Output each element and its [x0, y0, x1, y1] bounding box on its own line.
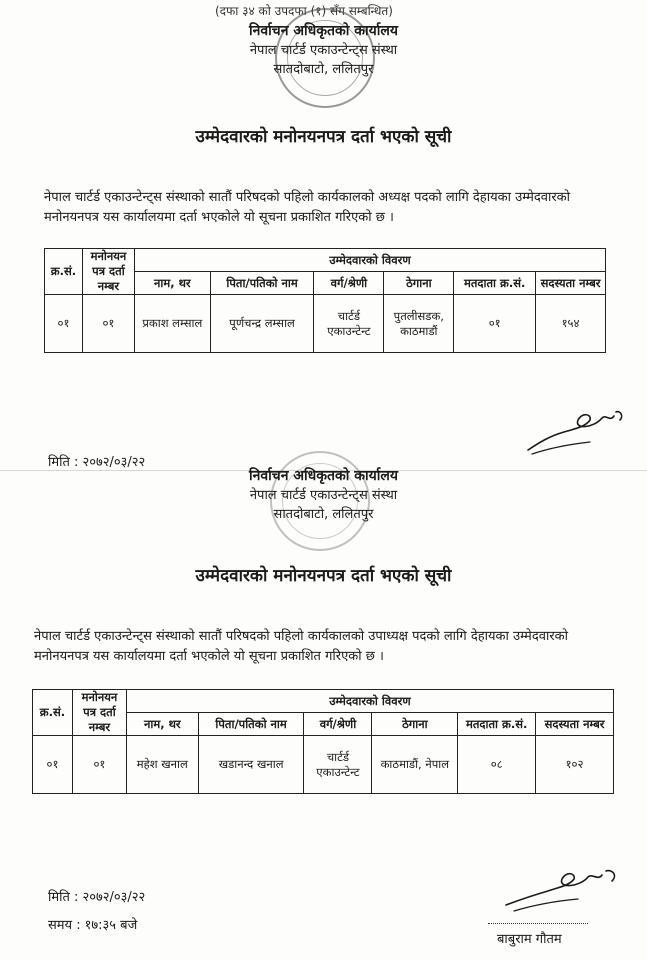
table-row: [33, 736, 614, 794]
cell-category: चार्टर्ड एकाउन्टेन्ट: [314, 295, 384, 353]
institute-name: नेपाल चार्टर्ड एकाउन्टेन्ट्स संस्था: [249, 43, 398, 58]
notice-paragraph: नेपाल चार्टर्ड एकाउन्टेन्ट्स संस्थाको सातौं परिषदको पहिलो कार्यकालको अध्यक्ष पदको लागि देहायका उम्मेदवारको मनोनयनपत्र यस कार्यालयमा दर्ता भएकोले यो सूचना प्रकाशित गरिएको छ ।: [44, 190, 571, 225]
header-father-name: पिता/पतिको नाम: [198, 713, 304, 736]
office-address: सातदोबाटो, ललितपुर: [273, 507, 374, 522]
cell-address: पुतलीसडक, काठमाडौं: [384, 295, 454, 353]
notice-paragraph: नेपाल चार्टर्ड एकाउन्टेन्ट्स संस्थाको सातौं परिषदको पहिलो कार्यकालको उपाध्यक्ष पदको लागि देहायका उम्मेदवारको मनोनयनपत्र यस कार्यालयमा दर्ता भएकोले यो सूचना प्रकाशित गरिएको छ ।: [34, 629, 568, 664]
notice-vice-president: [0, 470, 647, 960]
notice-president: [0, 0, 647, 470]
signature-icon: [500, 859, 630, 919]
cell-category: चार्टर्ड एकाउन्टेन्ट: [304, 736, 372, 794]
signatory-name: बाबुराम गौतम: [497, 932, 562, 947]
candidate-table: [44, 248, 606, 353]
header-member-no: सदस्यता नम्बर: [536, 713, 614, 736]
cell-name: महेश खनाल: [126, 736, 198, 794]
notice-title: उम्मेदवारको मनोनयनपत्र दर्ता भएको सूची: [195, 566, 452, 586]
date-value: २०७२/०३/२२: [82, 890, 146, 905]
header-name: नाम, थर: [134, 272, 210, 295]
notice-date: [48, 887, 145, 905]
header-category: वर्ग/श्रेणी: [314, 272, 384, 295]
header-voter-no: मतदाता क्र.सं.: [454, 272, 536, 295]
header-name: नाम, थर: [126, 713, 198, 736]
header-registration-no: मनोनयन पत्र दर्ता नम्बर: [72, 690, 126, 736]
header-address: ठेगाना: [384, 272, 454, 295]
cell-serial: ०१: [33, 736, 73, 794]
date-label: मिति :: [48, 890, 79, 905]
cell-name: प्रकाश लम्साल: [134, 295, 210, 353]
cell-voter-no: ०१: [454, 295, 536, 353]
signature-line: [488, 923, 588, 924]
cell-voter-no: ०८: [458, 736, 536, 794]
header-member-no: सदस्यता नम्बर: [536, 272, 606, 295]
office-header: [0, 467, 647, 524]
reference-clause: (दफा ३४ को उपदफा (१) सँग सम्बन्धित): [215, 4, 393, 18]
header-registration-no: मनोनयन पत्र दर्ता नम्बर: [82, 249, 134, 295]
cell-father-name: पूर्णचन्द्र लम्साल: [210, 295, 314, 353]
cell-registration-no: ०१: [82, 295, 134, 353]
office-name: निर्वाचन अधिकृतको कार्यालय: [249, 468, 398, 484]
table-row: [45, 295, 606, 353]
institute-name: नेपाल चार्टर्ड एकाउन्टेन्ट्स संस्था: [249, 488, 398, 503]
header-voter-no: मतदाता क्र.सं.: [458, 713, 536, 736]
candidate-table: [32, 689, 614, 794]
date-value: २०७२/०३/२२: [82, 455, 146, 470]
notice-time: [48, 915, 137, 933]
header-serial: क्र.सं.: [33, 690, 73, 736]
office-name: निर्वाचन अधिकृतको कार्यालय: [249, 23, 398, 39]
cell-member-no: १०२: [536, 736, 614, 794]
cell-address: काठमाडौं, नेपाल: [372, 736, 458, 794]
header-serial: क्र.सं.: [45, 249, 83, 295]
cell-serial: ०१: [45, 295, 83, 353]
office-address: सातदोबाटो, ललितपुर: [273, 62, 374, 77]
cell-father-name: खडानन्द खनाल: [198, 736, 304, 794]
header-candidate-details: उम्मेदवारको विवरण: [126, 690, 613, 713]
date-label: मिति :: [48, 455, 79, 470]
header-category: वर्ग/श्रेणी: [304, 713, 372, 736]
office-header: [0, 22, 647, 79]
time-label: समय :: [48, 918, 81, 933]
notice-title: उम्मेदवारको मनोनयनपत्र दर्ता भएको सूची: [195, 127, 452, 147]
header-candidate-details: उम्मेदवारको विवरण: [134, 249, 605, 272]
cell-member-no: १५४: [536, 295, 606, 353]
time-value: १७:३५ बजे: [84, 918, 138, 933]
header-father-name: पिता/पतिको नाम: [210, 272, 314, 295]
signature-icon: [520, 402, 630, 462]
cell-registration-no: ०१: [72, 736, 126, 794]
header-address: ठेगाना: [372, 713, 458, 736]
